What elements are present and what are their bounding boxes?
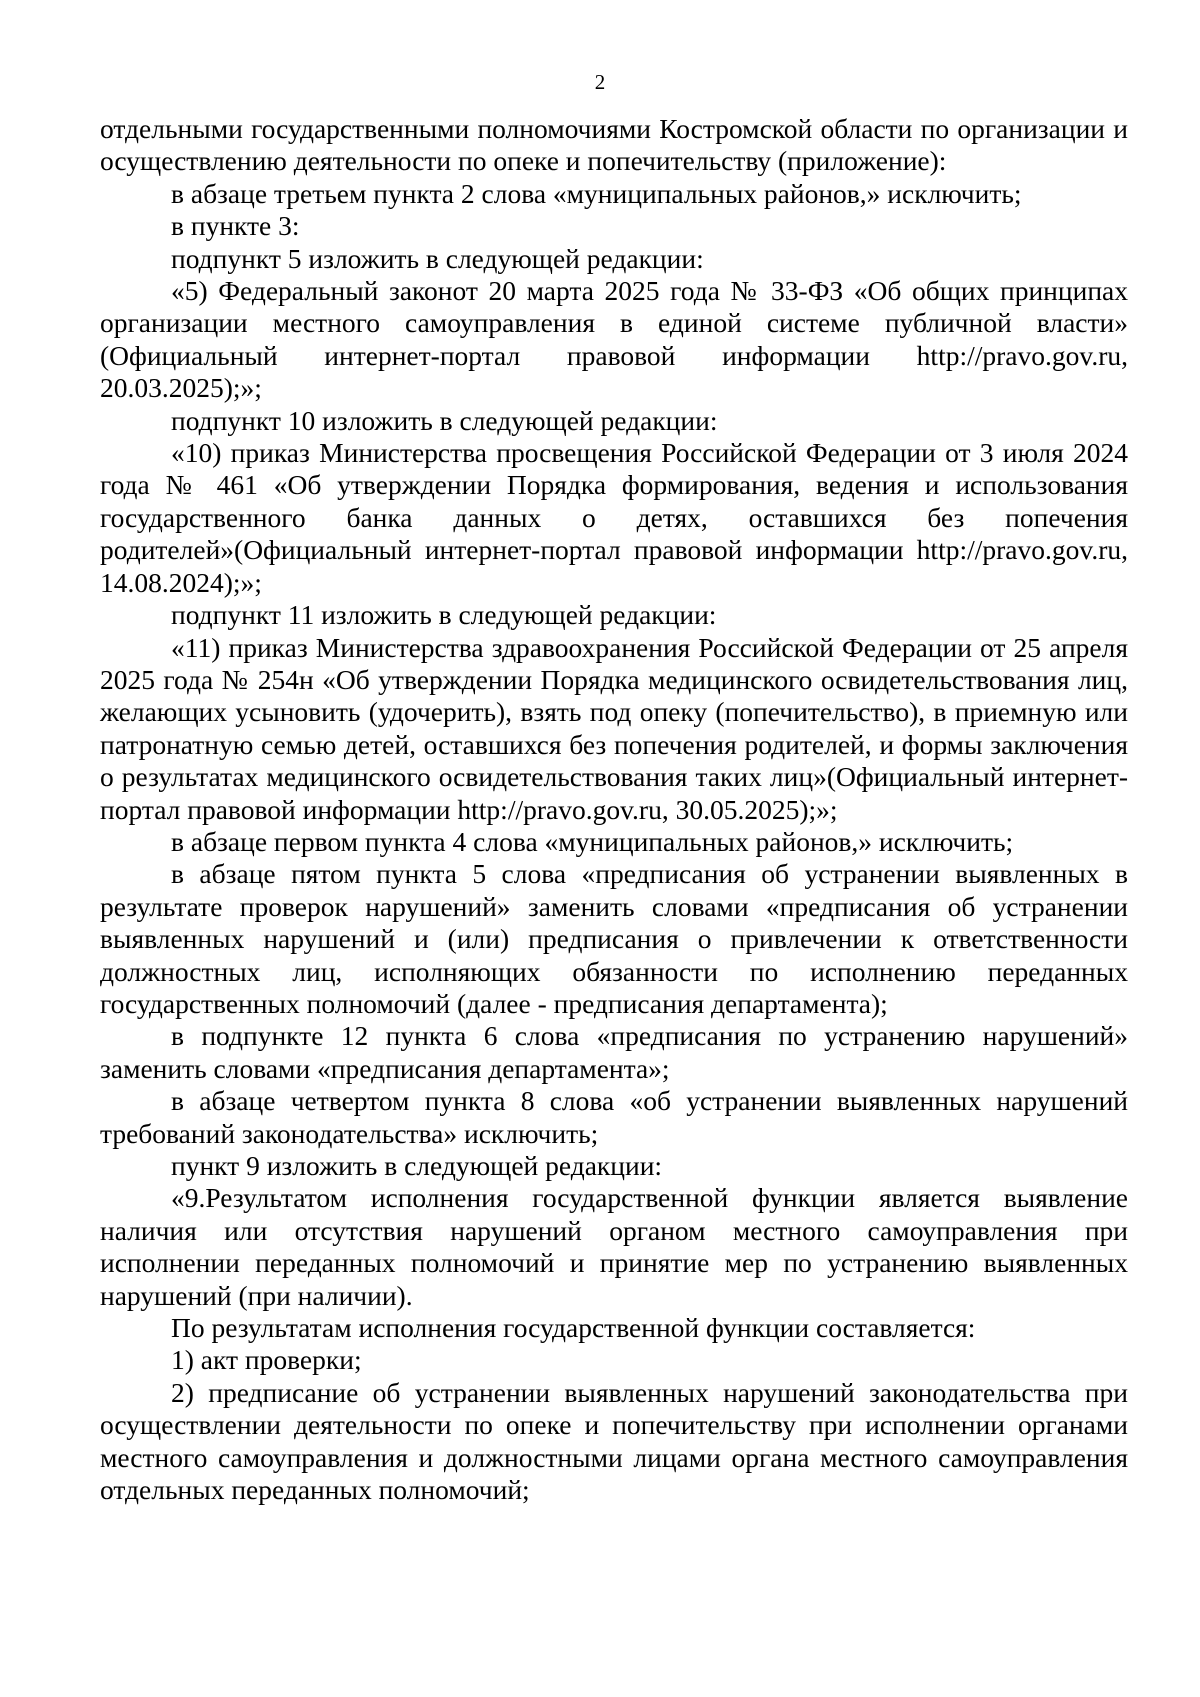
document-body xyxy=(100,113,1128,1506)
paragraph: 1) акт проверки; xyxy=(171,1344,362,1376)
paragraph: в абзаце первом пункта 4 слова «муниципальных районов,» исключить; xyxy=(171,825,1014,857)
paragraph: подпункт 11 изложить в следующей редакции: xyxy=(171,599,717,631)
page-number: 2 xyxy=(594,70,606,94)
paragraph: «9.Результатом исполнения государственной функции является выявление наличия или отсутствия нарушений органом местного самоуправления при исполнении переданных полномочий и принятие мер по устранению выявленных нарушений (при наличии). xyxy=(100,1182,1128,1311)
paragraph: 2) предписание об устранении выявленных нарушений законодательства при осуществлении деятельности по опеке и попечительству при исполнении органами местного самоуправления и должностными лицами органа местного самоуправления отдельных переданных полномочий; xyxy=(100,1376,1128,1506)
paragraph: отдельными государственными полномочиями Костромской области по организации и осуществлению деятельности по опеке и попечительству (приложение): xyxy=(100,113,1128,177)
paragraph: в абзаце четвертом пункта 8 слова «об устранении выявленных нарушений требований законодательства» исключить; xyxy=(100,1085,1128,1149)
paragraph: в абзаце пятом пункта 5 слова «предписания об устранении выявленных в результате проверок нарушений» заменить словами «предписания об устранении выявленных нарушений и (или) предписания о привлечении к ответственности должностных лиц, исполняющих обязанности по исполнению переданных государственных полномочий (далее - предписания департамента); xyxy=(100,858,1128,1019)
paragraph: в абзаце третьем пункта 2 слова «муниципальных районов,» исключить; xyxy=(171,177,1022,209)
paragraph: в пункте 3: xyxy=(171,210,300,242)
paragraph: «5) Федеральный законот 20 марта 2025 года № 33-ФЗ «Об общих принципах организации местного самоуправления в единой системе публичной власти» (Официальный интернет-портал правовой информации http://pravo.gov.ru, 20.03.2025);»; xyxy=(100,275,1128,404)
paragraph: «11) приказ Министерства здравоохранения Российской Федерации от 25 апреля 2025 года № 254н «Об утверждении Порядка медицинского освидетельствования лиц, желающих усыновить (удочерить), взять под опеку (попечительство), в приемную или патронатную семью детей, оставшихся без попечения родителей, и формы заключения о результатах медицинского освидетельствования таких лиц»(Официальный интернет-портал правовой информации http://pravo.gov.ru, 30.05.2025);»; xyxy=(100,631,1128,825)
paragraph: «10) приказ Министерства просвещения Российской Федерации от 3 июля 2024 года № 461 «Об утверждении Порядка формирования, ведения и использования государственного банка данных о детях, оставшихся без попечения родителей»(Официальный интернет-портал правовой информации http://pravo.gov.ru, 14.08.2024);»; xyxy=(100,437,1128,598)
paragraph: По результатам исполнения государственной функции составляется: xyxy=(171,1312,976,1344)
paragraph: пункт 9 изложить в следующей редакции: xyxy=(171,1150,663,1181)
paragraph: подпункт 10 изложить в следующей редакции: xyxy=(171,404,718,436)
paragraph: подпункт 5 изложить в следующей редакции: xyxy=(171,242,704,274)
paragraph: в подпункте 12 пункта 6 слова «предписания по устранению нарушений» заменить словами «предписания департамента»; xyxy=(100,1020,1128,1084)
